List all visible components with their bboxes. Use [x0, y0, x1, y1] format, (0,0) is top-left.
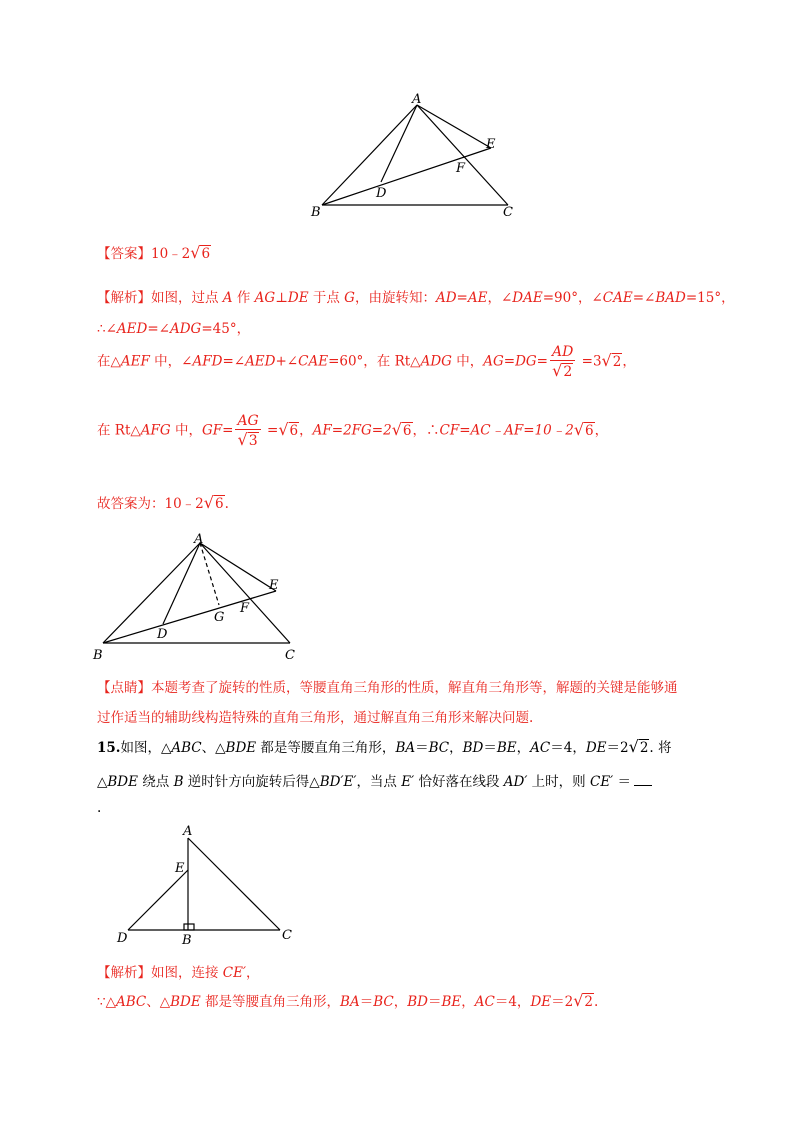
fig3-label-e: E — [175, 861, 185, 876]
fig1-label-c: C — [503, 205, 513, 220]
analysis2-line-1: 【解析】如图，连接 CE′， — [97, 965, 260, 981]
figure-3 — [110, 820, 300, 950]
analysis-line-5: 故答案为：10﹣2√6. — [97, 493, 229, 512]
fig1-label-d: D — [376, 186, 387, 201]
answer-line: 【答案】10﹣2√6 — [97, 243, 211, 262]
figure-2 — [90, 530, 300, 665]
fig2-label-a: A — [194, 532, 204, 547]
fig1-label-b: B — [311, 205, 321, 220]
comment-tag: 【点睛】 — [97, 680, 151, 696]
fig2-label-b: B — [93, 648, 103, 663]
fig3-label-a: A — [183, 824, 193, 839]
fig2-label-d: D — [157, 627, 168, 642]
fig3-label-b: B — [182, 933, 192, 948]
analysis-line-1: 【解析】如图，过点 A 作 AG⊥DE 于点 G，由旋转知：AD=AE，∠DAE=90°，∠CAE=∠BAD=15°， — [97, 290, 735, 306]
answer-value: 10﹣2 — [151, 246, 191, 262]
q15-line-2: △BDE 绕点 B 逆时针方向旋转后得△BD′E′，当点 E′ 恰好落在线段 AD′ 上时，则 CE′ ＝ — [97, 770, 652, 790]
answer-radicand: 6 — [201, 246, 211, 262]
answer-tag: 【答案】 — [97, 246, 151, 262]
fig2-label-c: C — [285, 648, 295, 663]
fig2-label-g: G — [214, 610, 225, 625]
analysis-line-2: ∴∠AED=∠ADG=45°， — [97, 321, 251, 337]
fig3-label-d: D — [117, 931, 128, 946]
figure-1 — [300, 90, 530, 225]
fig1-label-a: A — [412, 92, 422, 107]
q15-line-1: 15.如图，△ABC、△BDE 都是等腰直角三角形，BA＝BC，BD＝BE，AC＝4，DE＝2√2. 将 — [97, 737, 672, 756]
fig2-label-f: F — [240, 601, 250, 616]
comment-line-2: 过作适当的辅助线构造特殊的直角三角形，通过解直角三角形来解决问题. — [97, 710, 534, 726]
analysis2-line-2: ∵△ABC、△BDE 都是等腰直角三角形，BA＝BC，BD＝BE，AC＝4，DE＝2√2. — [97, 991, 599, 1010]
analysis2-tag: 【解析】 — [97, 965, 151, 981]
fig1-label-f: F — [456, 161, 466, 176]
comment-line-1: 【点睛】本题考查了旋转的性质，等腰直角三角形的性质，解直角三角形等，解题的关键是能够通 — [97, 680, 678, 696]
fig2-label-e: E — [269, 578, 279, 593]
analysis-line-4: 在 Rt△AFG 中，GF= $\frac{AG}{√3}$ =√6，AF=2FG=2√6，∴CF=AC﹣AF=10﹣2√6， — [97, 413, 609, 449]
q15-number: 15. — [97, 740, 121, 756]
answer-blank[interactable] — [634, 785, 652, 786]
q15-line-3: . — [97, 800, 102, 816]
fig1-label-e: E — [486, 137, 496, 152]
analysis-line-3: 在△AEF 中，∠AFD=∠AED+∠CAE=60°，在 Rt△ADG 中，AG=DG= $\frac{AD}{√2}$ =3√2， — [97, 344, 636, 380]
fig3-label-c: C — [282, 928, 292, 943]
analysis-tag: 【解析】 — [97, 290, 151, 306]
